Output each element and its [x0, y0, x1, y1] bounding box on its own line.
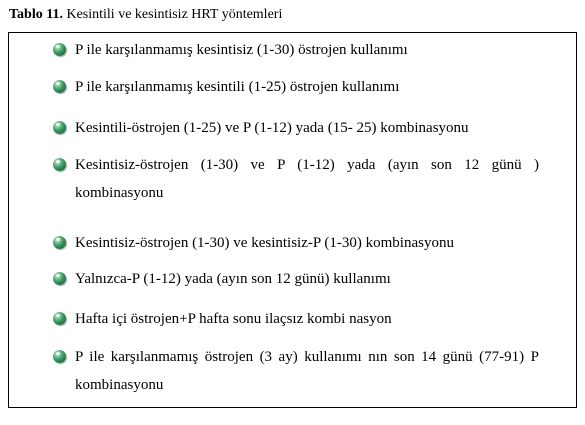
list-item-text: P ile karşılanmamış östrojen (3 ay) kullanımı nın son 14 günü (77-91) P kombinasyonu	[75, 349, 539, 393]
list-item-text: Yalnızca-P (1-12) yada (ayın son 12 günü) kullanımı	[75, 271, 391, 287]
bullet-icon	[53, 43, 66, 56]
list-item-text: Kesintili-östrojen (1-25) ve P (1-12) yada (15- 25) kombinasyonu	[75, 120, 469, 136]
list-item	[53, 265, 539, 293]
bullet-icon	[53, 80, 66, 93]
list-item	[53, 305, 539, 333]
bullet-icon	[53, 350, 66, 363]
bullet-icon	[53, 158, 66, 171]
bullet-icon	[53, 312, 66, 325]
bullet-icon	[53, 272, 66, 285]
list-item-text: Hafta içi östrojen+P hafta sonu ilaçsız kombi nasyon	[75, 311, 392, 327]
list-item-text: Kesintisiz-östrojen (1-30) ve P (1-12) yada (ayın son 12 günü ) kombinasyonu	[75, 157, 539, 201]
list-item	[53, 114, 539, 142]
bullet-icon	[53, 236, 66, 249]
table-number: Tablo 11.	[9, 7, 63, 22]
list-item-text: P ile karşılanmamış kesintisiz (1-30) östrojen kullanımı	[75, 42, 408, 58]
table-title: Kesintili ve kesintisiz HRT yöntemleri	[66, 7, 283, 22]
list-item	[53, 151, 539, 207]
list-item	[53, 36, 539, 64]
table-frame	[8, 32, 577, 408]
list-item-text: Kesintisiz-östrojen (1-30) ve kesintisiz-P (1-30) kombinasyonu	[75, 235, 454, 251]
list-item-text: P ile karşılanmamış kesintili (1-25) östrojen kullanımı	[75, 79, 400, 95]
table-caption	[9, 6, 282, 24]
list-item	[53, 343, 539, 399]
list-item	[53, 73, 539, 101]
bullet-icon	[53, 121, 66, 134]
list-item	[53, 229, 539, 257]
